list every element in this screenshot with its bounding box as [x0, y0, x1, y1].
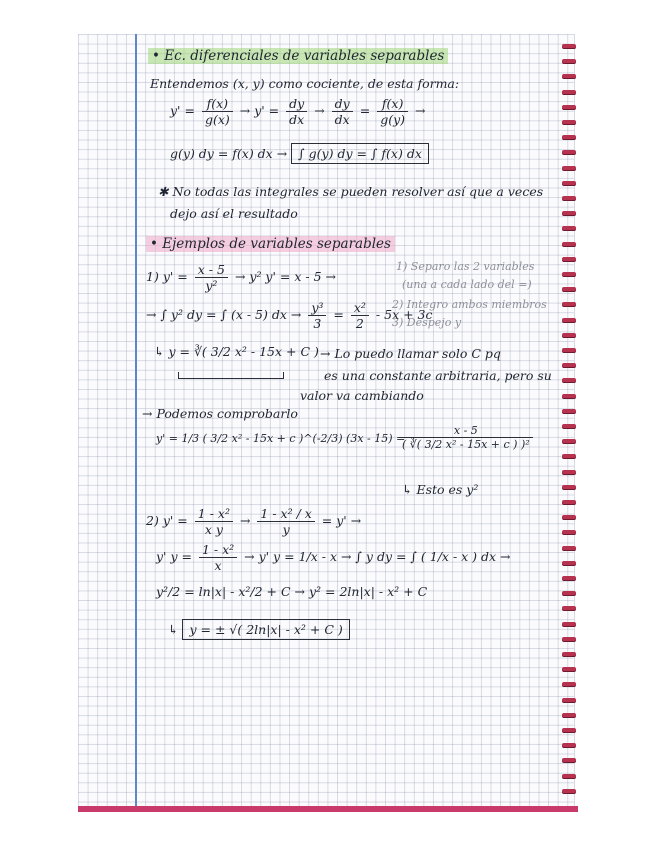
intro-text: Entendemos (x, y) como cociente, de esta forma: [150, 76, 460, 91]
spiral-ring [562, 774, 576, 778]
spiral-ring [562, 515, 576, 519]
example2-separation: y' y = $\frac{\text{1 - x²}}{x}$ → y' y = 1/x - x → ∫ y dy = ∫ ( 1/x - x ) dx → [156, 542, 511, 573]
spiral-ring [562, 606, 576, 610]
spiral-ring [562, 257, 576, 261]
spiral-ring [562, 378, 576, 382]
spiral-ring [562, 454, 576, 458]
spiral-ring [562, 758, 576, 762]
spiral-ring [562, 652, 576, 656]
check-note: ↳ Esto es y² [402, 482, 479, 497]
spiral-ring [562, 622, 576, 626]
spiral-ring [562, 682, 576, 686]
note-line-1: ✱ No todas las integrales se pueden resolver así que a veces [158, 184, 544, 199]
spiral-ring [562, 530, 576, 534]
spiral-ring [562, 287, 576, 291]
spiral-ring [562, 120, 576, 124]
note-line-2: dejo así el resultado [170, 206, 298, 221]
spiral-ring [562, 105, 576, 109]
derivative-forms: y' = $\frac{f(x)}{g(x)}$ → y' = $\frac{dy}{dx}$ → $\frac{dy}{dx}$ = $\frac{f(x)}{g(y)}$ → [170, 96, 426, 127]
spiral-ring [562, 196, 576, 200]
callout-line-3: valor va cambiando [300, 388, 424, 403]
example1-integration: → ∫ y² dy = ∫ (x - 5) dx → $\frac{\text{y³}}{3}$ = $\frac{\text{x²}}{2}$ - 5x + 3c [146, 300, 433, 331]
example2-equation: 2) y' = $\frac{\text{1 - x²}}{\text{x y}}$ → $\frac{\text{1 - x² / x}}{y}$ = y' → [146, 506, 362, 537]
spiral-ring [562, 59, 576, 63]
spiral-ring [562, 74, 576, 78]
spiral-ring [562, 44, 576, 48]
spiral-ring [562, 500, 576, 504]
spiral-ring [562, 439, 576, 443]
spiral-ring [562, 576, 576, 580]
spiral-ring [562, 789, 576, 793]
spiral-ring [562, 211, 576, 215]
example2-solution: ↳ y = ± √( 2ln|x| - x² + C ) [168, 622, 350, 637]
spiral-ring [562, 409, 576, 413]
spiral-ring [562, 728, 576, 732]
callout-line-1: → Lo puedo llamar solo C pq [320, 346, 501, 361]
check-label: → Podemos comprobarlo [142, 406, 298, 421]
side-note-3: 2) Integro ambos miembros [392, 298, 547, 311]
spiral-ring [562, 150, 576, 154]
spiral-ring [562, 181, 576, 185]
spiral-ring [562, 333, 576, 337]
spiral-ring [562, 698, 576, 702]
page-edge [78, 806, 578, 812]
spiral-ring [562, 485, 576, 489]
spiral-ring [562, 470, 576, 474]
spiral-ring [562, 272, 576, 276]
check-equation: y' = 1/3 ( 3/2 x² - 15x + c )^(-2/3) (3x - 15) = [156, 432, 406, 445]
example1-solution: ↳ y = ∛( 3/2 x² - 15x + C ) [154, 344, 319, 359]
spiral-ring [562, 743, 576, 747]
separation-equation: g(y) dy = f(x) dx → ∫ g(y) dy = ∫ f(x) dx [170, 146, 429, 161]
spiral-ring [562, 424, 576, 428]
spiral-ring [562, 226, 576, 230]
solution-bracket [178, 372, 284, 379]
spiral-ring [562, 394, 576, 398]
check-fraction: $\frac{x - 5}{\text{( ∛( 3/2 x² - 15x + c ) )²}}$ [396, 424, 536, 451]
integral-box: ∫ g(y) dy = ∫ f(x) dx [291, 143, 429, 164]
spiral-ring [562, 667, 576, 671]
side-note-4: 3) Despejo y [392, 316, 462, 329]
spiral-binding [562, 44, 578, 804]
example2-integrated: y²/2 = ln|x| - x²/2 + C → y² = 2ln|x| - x² + C [156, 584, 428, 599]
spiral-ring [562, 363, 576, 367]
solution-box: y = ± √( 2ln|x| - x² + C ) [182, 619, 349, 640]
heading-examples: • Ejemplos de variables separables [146, 236, 395, 252]
spiral-ring [562, 318, 576, 322]
margin-line [135, 34, 137, 810]
spiral-ring [562, 637, 576, 641]
heading-separable-equations: • Ec. diferenciales de variables separables [148, 48, 448, 64]
spiral-ring [562, 135, 576, 139]
example1-equation: 1) y' = $\frac{x - 5}{\text{y²}}$ → y² y' = x - 5 → [146, 262, 336, 293]
spiral-ring [562, 561, 576, 565]
spiral-ring [562, 713, 576, 717]
spiral-ring [562, 166, 576, 170]
spiral-ring [562, 242, 576, 246]
spiral-ring [562, 90, 576, 94]
side-note-2: (una a cada lado del =) [402, 278, 532, 291]
spiral-ring [562, 591, 576, 595]
spiral-ring [562, 302, 576, 306]
callout-line-2: es una constante arbitraria, pero su [324, 368, 552, 383]
side-note-1: 1) Separo las 2 variables [396, 260, 535, 273]
spiral-ring [562, 348, 576, 352]
spiral-ring [562, 546, 576, 550]
